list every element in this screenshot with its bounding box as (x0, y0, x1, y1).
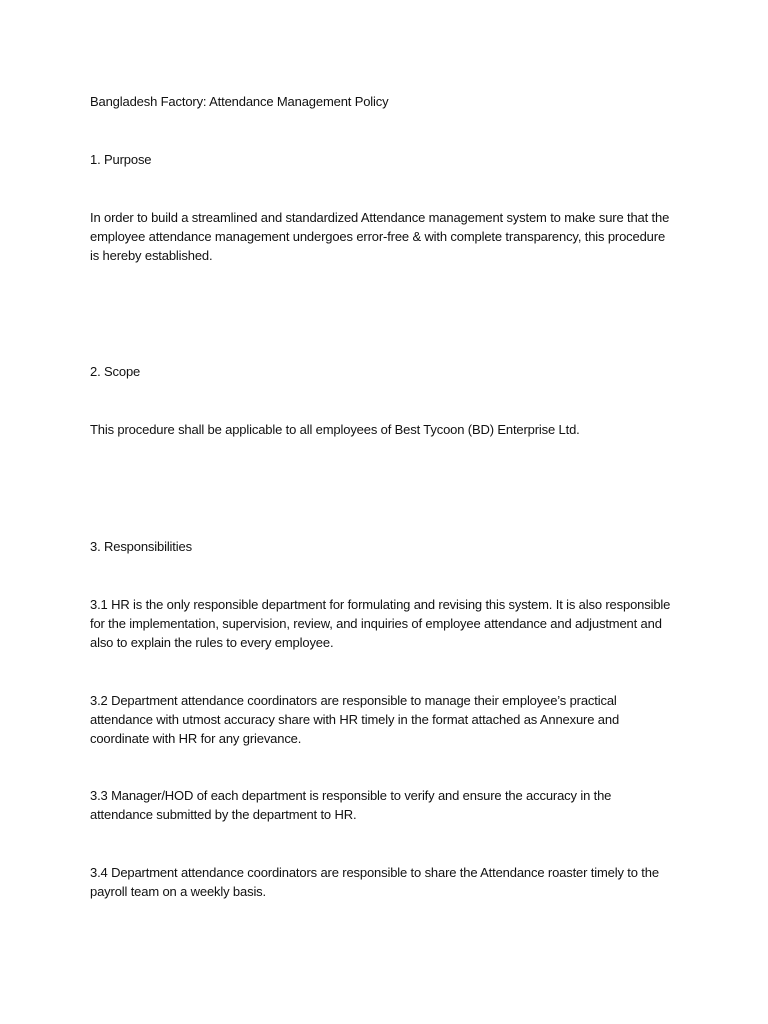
paragraph-line: also to explain the rules to every employee. (90, 635, 334, 650)
paragraph-line: 3.3 Manager/HOD of each department is responsible to verify and ensure the accuracy in the (90, 788, 612, 803)
responsibility-3-2-paragraph (90, 691, 690, 748)
paragraph-line: attendance submitted by the department to HR. (90, 807, 357, 822)
scope-paragraph (90, 420, 690, 439)
responsibility-3-4-paragraph (90, 863, 690, 901)
paragraph-line: This procedure shall be applicable to all employees of Best Tycoon (BD) Enterprise Ltd. (90, 422, 580, 437)
paragraph-line: attendance with utmost accuracy share with HR timely in the format attached as Annexure and (90, 712, 620, 727)
paragraph-line: is hereby established. (90, 248, 213, 263)
paragraph-line: 3.2 Department attendance coordinators are responsible to manage their employee’s practical (90, 693, 617, 708)
section-heading-scope: 2. Scope (90, 364, 141, 379)
paragraph-line: payroll team on a weekly basis. (90, 884, 266, 899)
paragraph-line: 3.1 HR is the only responsible department for formulating and revising this system. It is also responsible (90, 597, 671, 612)
responsibility-3-3-paragraph (90, 786, 690, 824)
document-title: Bangladesh Factory: Attendance Management Policy (90, 94, 389, 109)
paragraph-line: for the implementation, supervision, review, and inquiries of employee attendance and adjustment and (90, 616, 662, 631)
section-heading-responsibilities: 3. Responsibilities (90, 539, 192, 554)
paragraph-line: coordinate with HR for any grievance. (90, 731, 302, 746)
purpose-paragraph (90, 208, 690, 265)
paragraph-line: In order to build a streamlined and standardized Attendance management system to make sure that the (90, 210, 670, 225)
paragraph-line: employee attendance management undergoes error-free & with complete transparency, this procedure (90, 229, 666, 244)
paragraph-line: 3.4 Department attendance coordinators are responsible to share the Attendance roaster timely to the (90, 865, 659, 880)
section-heading-purpose: 1. Purpose (90, 152, 152, 167)
responsibility-3-1-paragraph (90, 595, 690, 652)
